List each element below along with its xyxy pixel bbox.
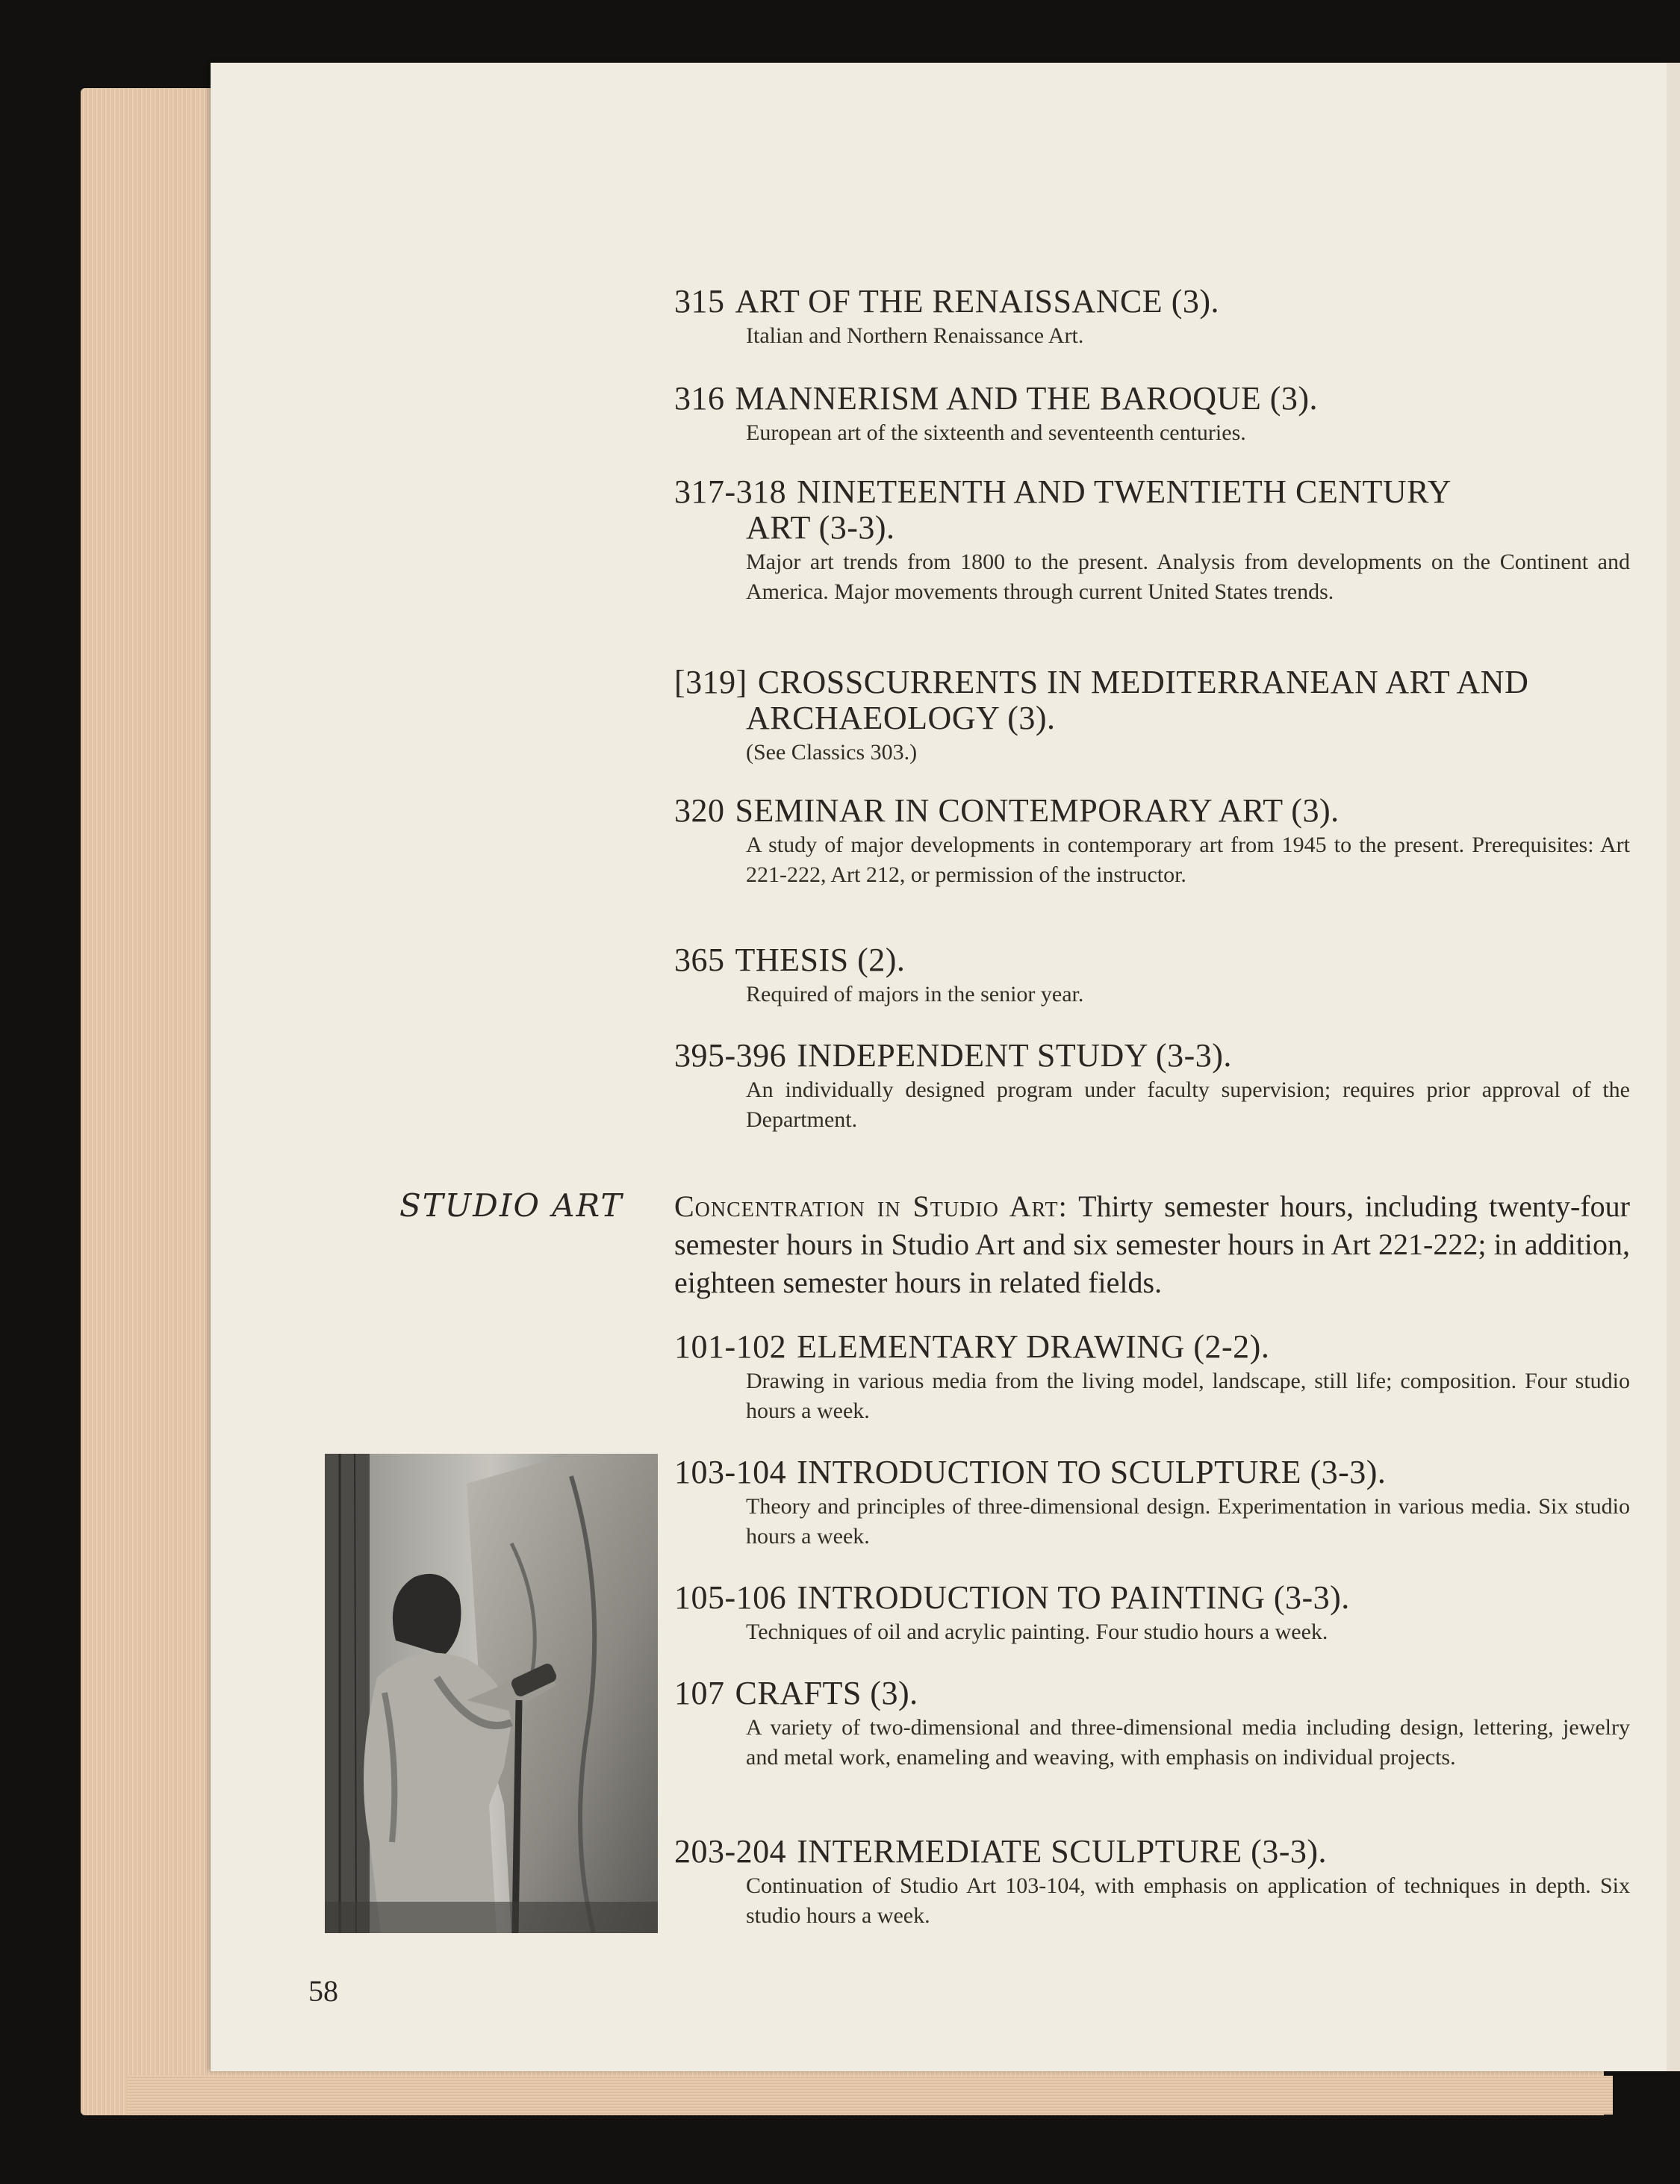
concentration-text: Thirty semester hours, including twenty-four semester hours in Studio Art and six semester hours in Art 221-222; in addition, eighteen semester hours in related fields. [674, 1189, 1630, 1299]
course-number: 101-102 [674, 1328, 787, 1365]
course-description: A study of major developments in contemporary art from 1945 to the present. Prerequisites: Art 221-222, Art 212, or permission of the instructor. [746, 833, 1630, 887]
course-title [674, 1834, 1630, 1870]
course-title [674, 942, 1630, 978]
course-name: SEMINAR IN CONTEMPORARY ART (3). [735, 792, 1340, 829]
course-title [674, 1676, 1630, 1711]
course-103-104 [674, 1455, 1630, 1552]
course-365 [674, 942, 1630, 1009]
course-description: A variety of two-dimensional and three-dimensional media including design, lettering, jewelry and metal work, enameling and weaving, with emphasis on individual projects. [746, 1715, 1630, 1770]
course-name-continued: ARCHAEOLOGY (3). [746, 700, 1056, 736]
section-heading-studio-art: STUDIO ART [399, 1187, 623, 1224]
course-number: 320 [674, 792, 725, 829]
course-number: [319] [674, 664, 747, 700]
course-title [674, 1455, 1630, 1490]
course-317-318 [674, 474, 1630, 607]
course-107 [674, 1676, 1630, 1773]
course-description: Italian and Northern Renaissance Art. [746, 323, 1084, 348]
course-number: 105-106 [674, 1579, 787, 1616]
course-description: Major art trends from 1800 to the present. Analysis from developments on the Continent and America. Major movements through current United States trends. [746, 550, 1630, 604]
course-number: 316 [674, 380, 725, 417]
course-203-204 [674, 1834, 1630, 1931]
course-name: CROSSCURRENTS IN MEDITERRANEAN ART AND [757, 664, 1529, 700]
course-319 [674, 665, 1630, 768]
course-316 [674, 381, 1630, 448]
course-number: 103-104 [674, 1454, 787, 1490]
course-number: 315 [674, 283, 725, 320]
course-number: 395-396 [674, 1037, 787, 1074]
course-395-396 [674, 1038, 1630, 1135]
course-name: ART OF THE RENAISSANCE (3). [735, 283, 1219, 320]
course-title [674, 474, 1630, 546]
course-title [674, 1329, 1630, 1365]
course-101-102 [674, 1329, 1630, 1426]
course-description: Drawing in various media from the living model, landscape, still life; composition. Four studio hours a week. [746, 1369, 1630, 1423]
course-description: Techniques of oil and acrylic painting. Four studio hours a week. [746, 1620, 1328, 1644]
sculptor-working-photo [325, 1454, 658, 1933]
page-gutter [1667, 63, 1680, 2071]
course-name: MANNERISM AND THE BAROQUE (3). [735, 380, 1319, 417]
course-title [674, 793, 1630, 829]
course-description: Theory and principles of three-dimensional design. Experimentation in various media. Six studio hours a week. [746, 1494, 1630, 1549]
course-105-106 [674, 1580, 1630, 1647]
course-description: (See Classics 303.) [746, 740, 918, 765]
course-name: NINETEENTH AND TWENTIETH CENTURY [797, 473, 1452, 510]
course-number: 203-204 [674, 1833, 787, 1870]
course-number: 107 [674, 1675, 725, 1711]
course-title [674, 665, 1630, 736]
course-name: INTRODUCTION TO PAINTING (3-3). [797, 1579, 1350, 1616]
course-name: INTERMEDIATE SCULPTURE (3-3). [797, 1833, 1328, 1870]
course-name: INDEPENDENT STUDY (3-3). [797, 1037, 1232, 1074]
course-name: THESIS (2). [735, 942, 906, 978]
concentration-label: Concentration in Studio Art: [674, 1189, 1068, 1223]
course-name-continued: ART (3-3). [746, 509, 895, 546]
course-description: Continuation of Studio Art 103-104, with emphasis on application of techniques in depth. Six studio hours a week. [746, 1873, 1630, 1928]
course-title [674, 381, 1630, 417]
course-name: ELEMENTARY DRAWING (2-2). [797, 1328, 1270, 1365]
page-number: 58 [308, 1974, 338, 2008]
course-320 [674, 793, 1630, 890]
book-bottom-edges [127, 2076, 1613, 2115]
course-title [674, 1038, 1630, 1074]
course-name: INTRODUCTION TO SCULPTURE (3-3). [797, 1454, 1387, 1490]
course-315 [674, 284, 1630, 351]
course-name: CRAFTS (3). [735, 1675, 918, 1711]
course-title [674, 284, 1630, 320]
course-number: 365 [674, 942, 725, 978]
course-description: An individually designed program under faculty supervision; requires prior approval of the Department. [746, 1077, 1630, 1132]
course-description: European art of the sixteenth and seventeenth centuries. [746, 420, 1246, 445]
concentration-paragraph [674, 1187, 1630, 1301]
course-title [674, 1580, 1630, 1616]
course-number: 317-318 [674, 473, 787, 510]
course-description: Required of majors in the senior year. [746, 982, 1084, 1007]
